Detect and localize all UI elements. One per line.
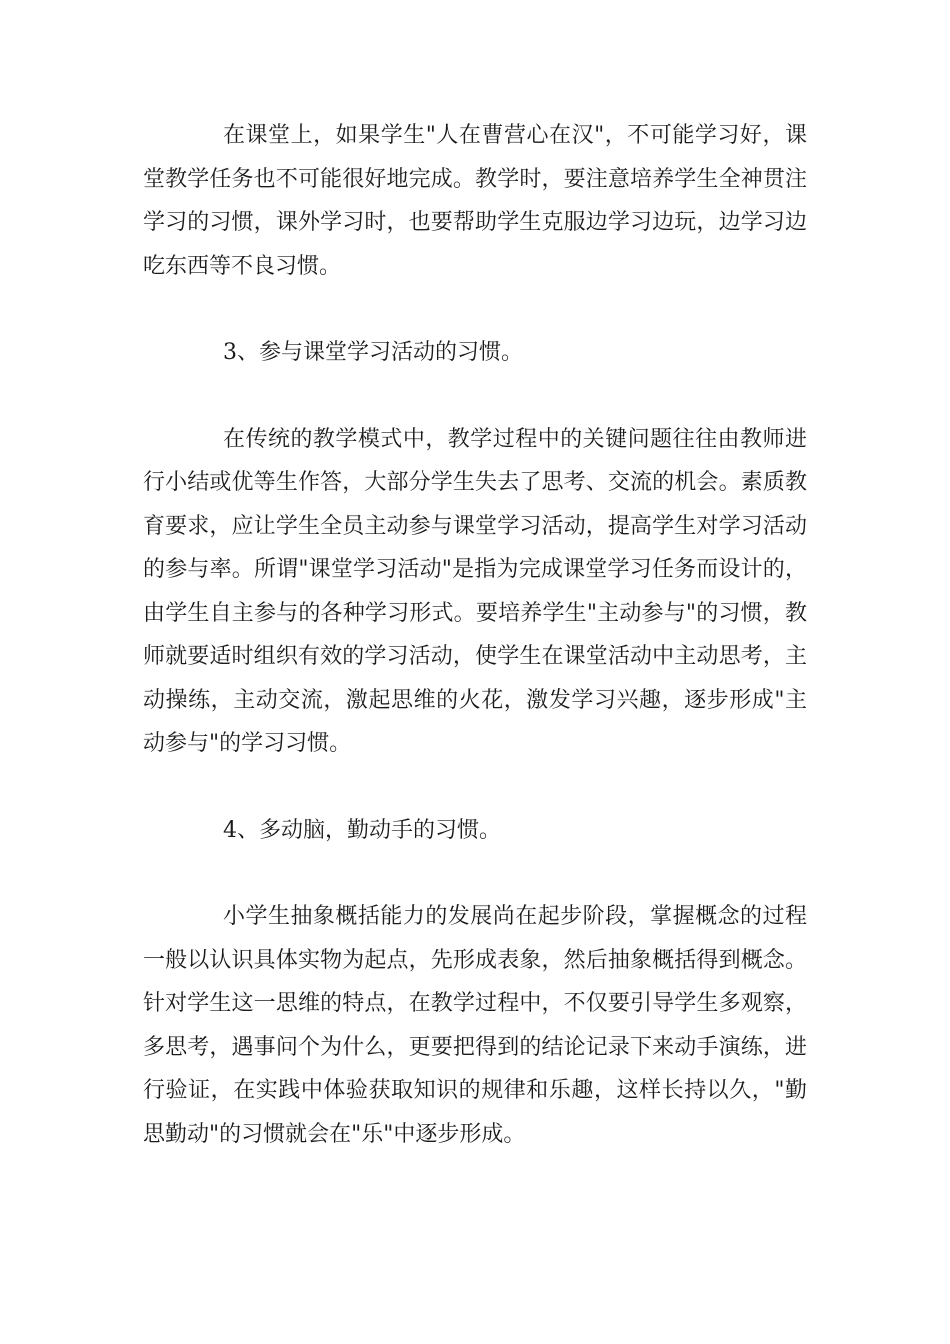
paragraph-focus-habit: 在课堂上，如果学生"人在曹营心在汉"，不可能学习好，课堂教学任务也不可能很好地完成。教学时，要注意培养学生全神贯注学习的习惯，课外学习时，也要帮助学生克服边学习边玩，边学习边吃东西等不良习惯。 bbox=[143, 123, 807, 279]
section-heading-3: 3、参与课堂学习活动的习惯。 bbox=[223, 340, 523, 365]
paragraph-think-and-do: 小学生抽象概括能力的发展尚在起步阶段，掌握概念的过程一般以认识具体实物为起点，先形成表象，然后抽象概括得到概念。针对学生这一思维的特点，在教学过程中，不仅要引导学生多观察，多思考，遇事问个为什么，更要把得到的结论记录下来动手演练，进行验证，在实践中体验获取知识的规律和乐趣，这样长持以久，"勤思勤动"的习惯就会在"乐"中逐步形成。 bbox=[143, 904, 807, 1147]
section-heading-4: 4、多动脑，勤动手的习惯。 bbox=[223, 817, 501, 843]
document-body bbox=[143, 114, 807, 1199]
paragraph-participation: 在传统的教学模式中，教学过程中的关键问题往往由教师进行小结或优等生作答，大部分学生失去了思考、交流的机会。素质教育要求，应让学生全员主动参与课堂学习活动，提高学生对学习活动的参与率。所谓"课堂学习活动"是指为完成课堂学习任务而设计的，由学生自主参与的各种学习形式。要培养学生"主动参与"的习惯，教师就要适时组织有效的学习活动，使学生在课堂活动中主动思考，主动操练，主动交流，激起思维的火花，激发学习兴趣，逐步形成"主动参与"的学习习惯。 bbox=[143, 426, 807, 756]
